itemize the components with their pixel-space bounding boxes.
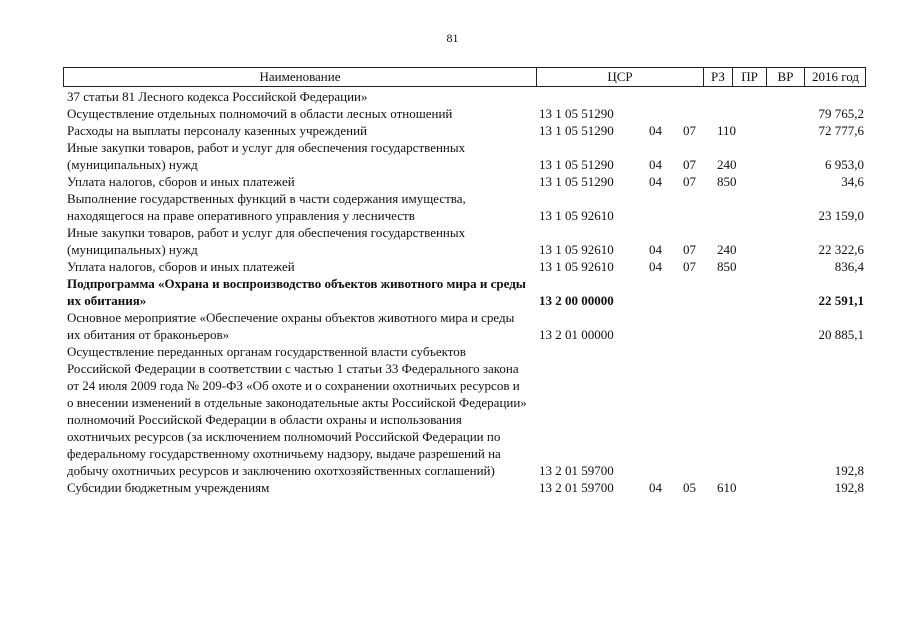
row-pr: 07 — [683, 174, 696, 189]
row-name: Иные закупки товаров, работ и услуг для обеспечения государственных (муниципальных) нужд — [67, 140, 466, 172]
header-vr: ВР — [766, 68, 804, 86]
row-pr: 07 — [683, 259, 696, 274]
row-name: Субсидии бюджетным учреждениям — [67, 480, 270, 495]
row-csr: 13 2 01 59700 — [539, 463, 614, 478]
table-row — [0, 309, 905, 343]
row-rz: 04 — [649, 174, 662, 189]
table-row — [0, 479, 905, 496]
row-csr: 13 1 05 51290 — [539, 106, 614, 121]
row-pr: 07 — [683, 157, 696, 172]
row-rz: 04 — [649, 242, 662, 257]
row-sum: 22 591,1 — [818, 293, 864, 308]
row-name: Основное мероприятие «Обеспечение охраны объектов животного мира и среды их обитания от браконьеров» — [67, 310, 515, 342]
table-row — [0, 105, 905, 122]
header-year: 2016 год — [804, 68, 866, 86]
row-pr: 07 — [683, 123, 696, 138]
row-pr: 07 — [683, 242, 696, 257]
row-csr: 13 2 00 00000 — [539, 293, 614, 308]
row-sum: 23 159,0 — [818, 208, 864, 223]
row-pr: 05 — [683, 480, 696, 495]
row-rz: 04 — [649, 123, 662, 138]
table-row — [0, 275, 905, 309]
row-vr: 240 — [717, 242, 737, 257]
row-sum: 22 322,6 — [818, 242, 864, 257]
row-rz: 04 — [649, 480, 662, 495]
table-row — [0, 139, 905, 173]
row-name: Уплата налогов, сборов и иных платежей — [67, 259, 295, 274]
table-row — [0, 258, 905, 275]
header-csr: ЦСР — [536, 68, 703, 86]
row-rz: 04 — [649, 157, 662, 172]
row-vr: 240 — [717, 157, 737, 172]
row-name: Уплата налогов, сборов и иных платежей — [67, 174, 295, 189]
row-name: Подпрограмма «Охрана и воспроизводство объектов животного мира и среды их обитания» — [67, 276, 526, 308]
row-sum: 192,8 — [834, 480, 864, 495]
table-row — [0, 122, 905, 139]
table-row — [0, 190, 905, 224]
row-rz: 04 — [649, 259, 662, 274]
row-sum: 79 765,2 — [818, 106, 864, 121]
row-name: Иные закупки товаров, работ и услуг для обеспечения государственных (муниципальных) нужд — [67, 225, 466, 257]
table-row — [0, 343, 905, 479]
row-sum: 34,6 — [841, 174, 864, 189]
row-name: Расходы на выплаты персоналу казенных учреждений — [67, 123, 368, 138]
table-body — [0, 88, 905, 496]
header-name: Наименование — [259, 69, 341, 84]
row-vr: 850 — [717, 174, 737, 189]
row-name: 37 статьи 81 Лесного кодекса Российской Федерации» — [67, 89, 368, 104]
header-pr: ПР — [732, 68, 766, 86]
row-csr: 13 1 05 92610 — [539, 208, 614, 223]
table-row — [0, 173, 905, 190]
row-csr: 13 2 01 59700 — [539, 480, 614, 495]
row-name: Осуществление переданных органам государственной власти субъектов Российской Федерации в соответствии с частью 1 статьи 33 Федерального закона от 24 июля 2009 года № 209-ФЗ «Об охоте и о сохранении охотничьих ресурсов и о внесении изменений в отдельные законодательные акты Российской Федерации» полномочий Российской Федерации в области охраны и использования охотничьих ресурсов (за исключением полномочий Российской Федерации по федеральному государственному охотничьему надзору, выдаче разрешений на добычу охотничьих ресурсов и заключению охотхозяйственных соглашений) — [67, 344, 527, 478]
header-rz: РЗ — [703, 68, 732, 86]
row-sum: 836,4 — [834, 259, 864, 274]
row-csr: 13 1 05 51290 — [539, 174, 614, 189]
table-row — [0, 224, 905, 258]
page-number: 81 — [446, 31, 459, 45]
table-header — [63, 67, 866, 87]
row-vr: 850 — [717, 259, 737, 274]
row-name: Выполнение государственных функций в части содержания имущества, находящегося на праве оперативного управления у лесничеств — [67, 191, 466, 223]
row-csr: 13 1 05 92610 — [539, 259, 614, 274]
row-csr: 13 1 05 92610 — [539, 242, 614, 257]
row-sum: 6 953,0 — [825, 157, 864, 172]
table-row — [0, 88, 905, 105]
row-name: Осуществление отдельных полномочий в области лесных отношений — [67, 106, 453, 121]
row-vr: 610 — [717, 480, 737, 495]
row-sum: 20 885,1 — [818, 327, 864, 342]
row-sum: 192,8 — [834, 463, 864, 478]
row-sum: 72 777,6 — [818, 123, 864, 138]
row-csr: 13 1 05 51290 — [539, 123, 614, 138]
row-vr: 110 — [717, 123, 737, 138]
row-csr: 13 2 01 00000 — [539, 327, 614, 342]
row-csr: 13 1 05 51290 — [539, 157, 614, 172]
